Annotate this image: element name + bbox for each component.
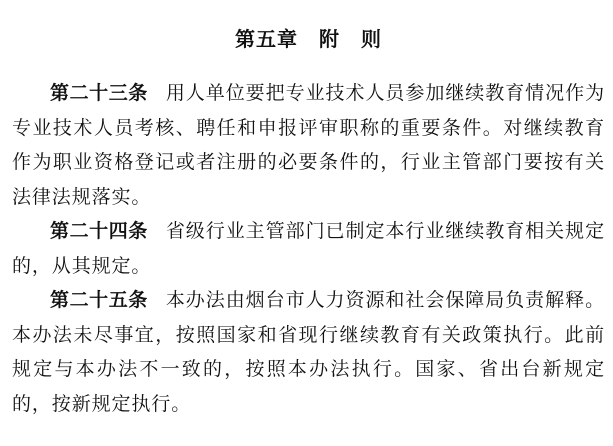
article-number: 第二十四条 [50, 220, 148, 242]
article-number: 第二十三条 [50, 82, 148, 104]
article-text: 省级行业主管部门已制定本行业继续教育相关规定的，从其规定。 [12, 220, 605, 277]
article-25 [12, 283, 605, 421]
article-text: 用人单位要把专业技术人员参加继续教育情况作为专业技术人员考核、聘任和申报评审职称的重要条件。对继续教育作为职业资格登记或者注册的必要条件的，行业主管部门要按有关法律法规落实。 [12, 82, 605, 208]
article-24 [12, 214, 605, 283]
article-text: 本办法由烟台市人力资源和社会保障局负责解释。本办法未尽事宜，按照国家和省现行继续教育有关政策执行。此前规定与本办法不一致的，按照本办法执行。国家、省出台新规定的，按新规定执行。 [12, 289, 605, 415]
chapter-title: 第五章 附 则 [235, 27, 382, 51]
article-23 [12, 76, 605, 214]
article-number: 第二十五条 [50, 289, 148, 311]
